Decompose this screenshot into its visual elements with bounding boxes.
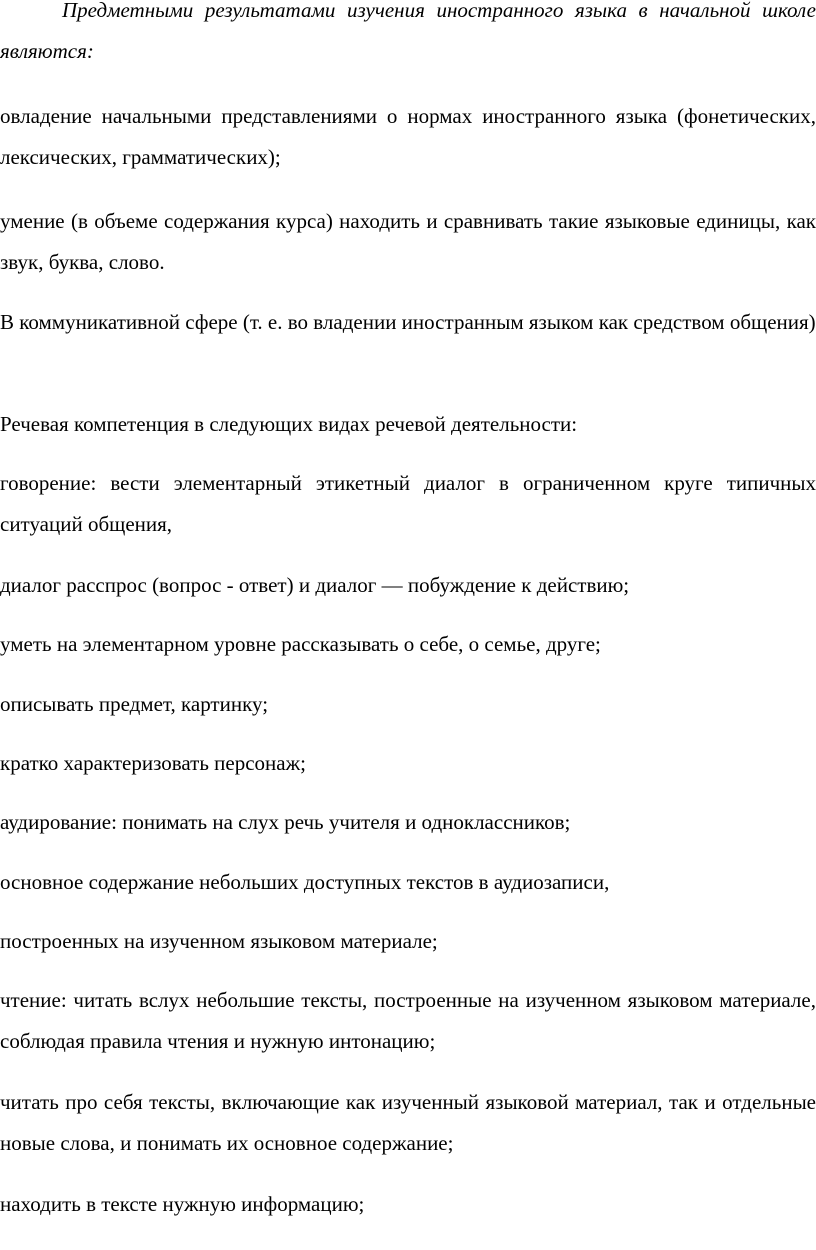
paragraph-communicative-sphere: В коммуникативной сфере (т. е. во владении иностранным языком как средством общения) xyxy=(0,310,816,334)
paragraph-listening: аудирование: понимать на слух речь учителя и одноклассников; xyxy=(0,810,571,834)
intro-paragraph: Предметными результатами изучения иностранного языка в начальной школе являются: xyxy=(0,0,816,63)
paragraph-tell-about-self: уметь на элементарном уровне рассказывать о себе, о семье, друге; xyxy=(0,632,601,656)
paragraph-speech-competence: Речевая компетенция в следующих видах речевой деятельности: xyxy=(0,412,578,436)
paragraph-speaking: говорение: вести элементарный этикетный диалог в ограниченном круге типичных ситуаций общения, xyxy=(0,471,816,536)
paragraph-find-information: находить в тексте нужную информацию; xyxy=(0,1192,365,1216)
paragraph-audio-content: основное содержание небольших доступных текстов в аудиозаписи, xyxy=(0,870,610,894)
paragraph-reading-aloud: чтение: читать вслух небольшие тексты, построенные на изученном языковом материале, соблюдая правила чтения и нужную интонацию; xyxy=(0,988,816,1053)
paragraph-language-units: умение (в объеме содержания курса) находить и сравнивать такие языковые единицы, как звук, буква, слово. xyxy=(0,209,816,274)
paragraph-phonetics: овладение начальными представлениями о нормах иностранного языка (фонетических, лексических, грамматических); xyxy=(0,104,816,169)
paragraph-dialogue: диалог расспрос (вопрос - ответ) и диалог — побуждение к действию; xyxy=(0,573,630,597)
paragraph-character: кратко характеризовать персонаж; xyxy=(0,751,306,775)
paragraph-silent-reading: читать про себя тексты, включающие как изученный языковой материал, так и отдельные новые слова, и понимать их основное содержание; xyxy=(0,1090,816,1155)
paragraph-describe-object: описывать предмет, картинку; xyxy=(0,692,269,716)
paragraph-language-material: построенных на изученном языковом материале; xyxy=(0,929,438,953)
